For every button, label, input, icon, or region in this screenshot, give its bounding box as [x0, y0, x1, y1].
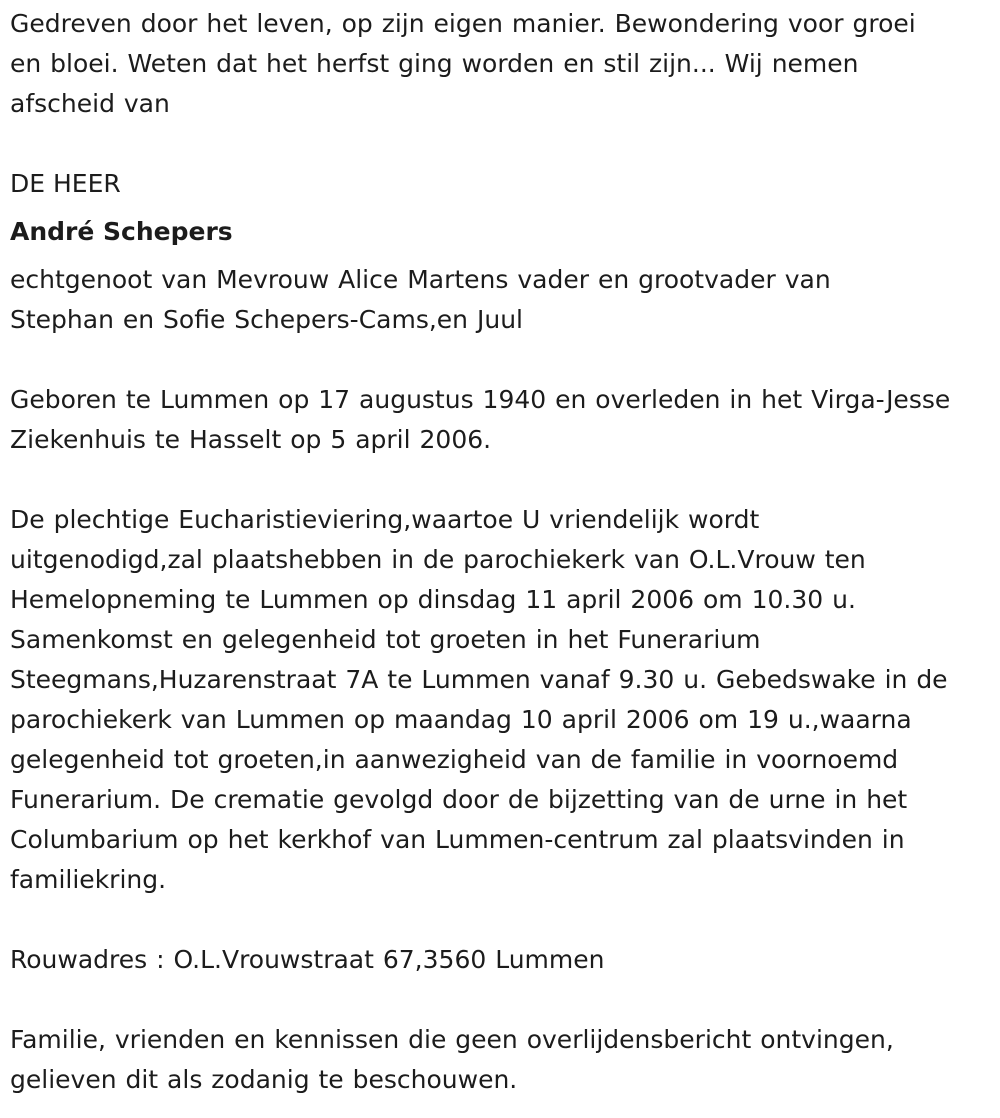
honorific: DE HEER: [10, 169, 121, 198]
family-text: echtgenoot van Mevrouw Alice Martens vader en grootvader van Stephan en Sofie Schepers-Cams,en Juul: [10, 265, 831, 334]
spacer: [10, 980, 990, 1020]
closing-text: Familie, vrienden en kennissen die geen overlijdensbericht ontvingen, gelieven dit als zodanig te beschouwen.: [10, 1025, 894, 1094]
mourning-address: Rouwadres : O.L.Vrouwstraat 67,3560 Lummen: [10, 945, 605, 974]
birth-death-text: Geboren te Lummen op 17 augustus 1940 en overleden in het Virga-Jesse Ziekenhuis te Hasselt op 5 april 2006.: [10, 385, 951, 454]
spacer: [10, 340, 990, 380]
spacer: [10, 900, 990, 940]
spacer: [10, 460, 990, 500]
intro-text: Gedreven door het leven, op zijn eigen manier. Bewondering voor groei en bloei. Weten dat het herfst ging worden en stil zijn... Wij nemen afscheid van: [10, 9, 916, 118]
deceased-name: André Schepers: [10, 217, 233, 246]
ceremony-text: De plechtige Eucharistieviering,waartoe U vriendelijk wordt uitgenodigd,zal plaatshebben in de parochiekerk van O.L.Vrouw ten Hemelopneming te Lummen op dinsdag 11 april 2006 om 10.30 u. Samenkomst en gelegenheid tot groeten in het Funerarium Steegmans,Huzarenstraat 7A te Lummen vanaf 9.30 u. Gebedswake in de parochiekerk van Lummen op maandag 10 april 2006 om 19 u.,waarna gelegenheid tot groeten,in aanwezigheid van de familie in voornoemd Funerarium. De crematie gevolgd door de bijzetting van de urne in het Columbarium op het kerkhof van Lummen-centrum zal plaatsvinden in familiekring.: [10, 505, 948, 894]
spacer: [10, 124, 990, 164]
